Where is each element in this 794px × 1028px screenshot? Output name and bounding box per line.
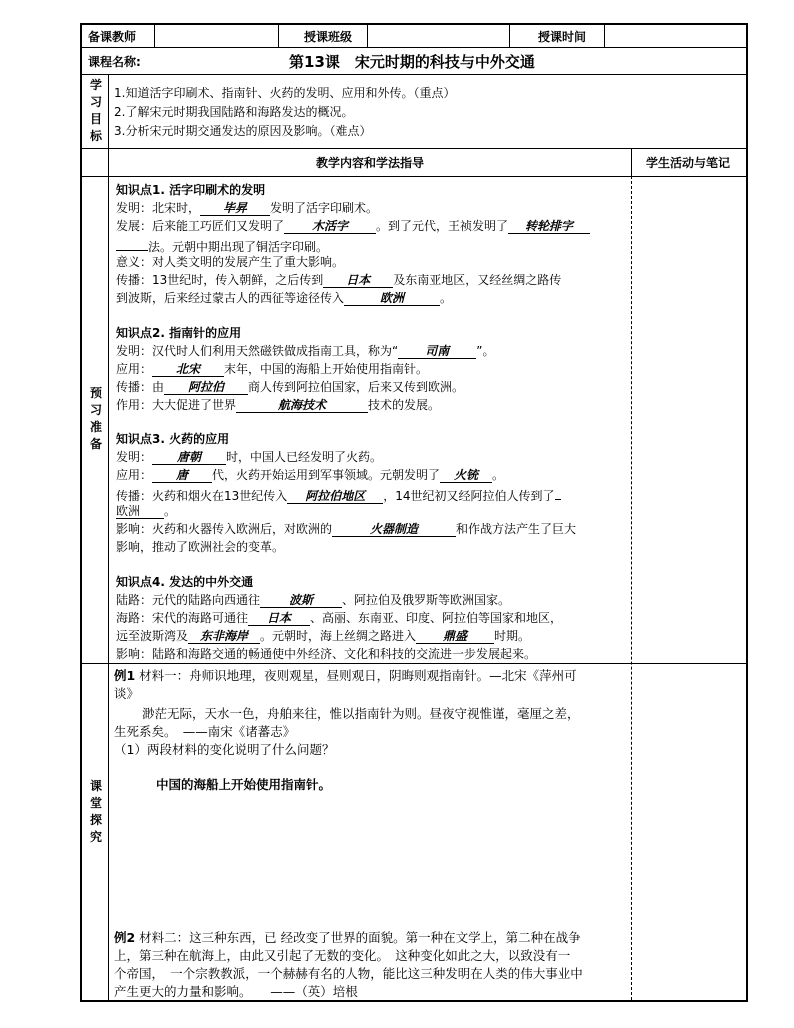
class-label: 授课班级 — [304, 29, 353, 44]
fill-blank: 唐朝 — [152, 450, 226, 465]
fill-blank: 唐 — [152, 468, 212, 483]
knowledge-point-title: 知识点3. 火药的应用 — [116, 432, 230, 446]
prep-label: 预 习 准 备 — [89, 386, 102, 451]
fill-blank: 阿拉伯 — [164, 380, 248, 395]
teacher-label: 备课教师 — [88, 29, 137, 44]
text-line: 影响：火药和火器传入欧洲后，对欧洲的 火器制造 和作战方法产生了巨大 — [116, 522, 577, 536]
objective-item: 3.分析宋元时期交通发达的原因及影响。（难点） — [114, 124, 372, 138]
text-line: 发明： 唐朝 时，中国人已经发明了火药。 — [116, 450, 383, 464]
example-1-line: 生死系矣。 ——南宋《诸蕃志》 — [114, 724, 296, 739]
fill-blank — [555, 485, 561, 500]
text-line: 欧洲 。 — [116, 504, 177, 518]
time-label: 授课时间 — [538, 29, 587, 44]
answer-1: 中国的海船上开始使用指南针。 — [156, 777, 332, 792]
fill-blank: 转轮排字 — [508, 219, 590, 234]
text-line: 传播：13世纪时，传入朝鲜，之后传到 日本 及东南亚地区，又经丝绸之路传 — [116, 273, 562, 287]
text-line: 发展：后来能工巧匠们又发明了 木活字 。到了元代，王祯发明了 转轮排字 — [116, 218, 590, 234]
notes-area[interactable] — [632, 177, 744, 998]
example-2-line: 产生更大的力量和影响。 ——（英）培根 — [114, 984, 358, 999]
content-column-header: 教学内容和学法指导 — [315, 156, 424, 170]
text-line: 发明：汉代时人们利用天然磁铁做成指南工具，称为“ 司南 ”。 — [116, 344, 495, 358]
knowledge-point-title: 知识点2. 指南针的应用 — [116, 326, 242, 340]
text-line: 意义：对人类文明的发展产生了重大影响。 — [116, 255, 345, 269]
text-line: 法。元朝中期出现了铜活字印刷。 — [116, 236, 328, 255]
fill-blank: 木活字 — [284, 219, 376, 234]
fill-blank: 欧洲 — [344, 291, 440, 306]
time-field[interactable] — [605, 25, 744, 47]
text-line: 传播：火药和烟火在13世纪传入 阿拉伯地区 ，14世纪初又经阿拉伯人传到了 — [116, 485, 561, 504]
notes-column-header: 学生活动与笔记 — [645, 156, 730, 170]
text-line: 应用： 唐 代，火药开始运用到军事领域。元朝发明了 火铳 。 — [116, 468, 505, 482]
objective-item: 2.了解宋元时期我国陆路和海路发达的概况。 — [114, 105, 354, 119]
objectives-label: 学 习 目 标 — [89, 78, 102, 143]
fill-blank: 日本 — [323, 273, 393, 288]
fill-blank: 航海技术 — [236, 398, 368, 413]
fill-blank: 东非海岸 — [188, 629, 260, 644]
example-1-line: 渺茫无际，天水一色，舟舶来往，惟以指南针为则。昼夜守视惟谨，毫厘之差， — [142, 706, 580, 721]
inquiry-label: 课 堂 探 究 — [89, 779, 102, 844]
fill-blank — [116, 236, 148, 251]
text-line: 影响：陆路和海路交通的畅通使中外经济、文化和科技的交流进一步发展起来。 — [116, 647, 537, 661]
text-line: 作用：大大促进了世界 航海技术 技术的发展。 — [116, 398, 441, 412]
fill-blank: 波斯 — [260, 593, 342, 608]
fill-blank: 鼎盛 — [416, 629, 494, 644]
fill-blank: 阿拉伯地区 — [287, 489, 383, 504]
fill-blank: 欧洲 — [116, 504, 164, 519]
example-2-line: 例2 材料二：这三种东西，已 经改变了世界的面貌。第一种在文学上，第二种在战争 — [114, 930, 581, 945]
knowledge-point-title: 知识点4. 发达的中外交通 — [116, 575, 254, 589]
fill-blank: 日本 — [248, 611, 310, 626]
fill-blank: 北宋 — [152, 362, 224, 377]
fill-blank: 司南 — [398, 344, 476, 359]
text-line: 影响，推动了欧洲社会的变革。 — [116, 540, 285, 554]
objective-item: 1.知道活字印刷术、指南针、火药的发明、应用和外传。（重点） — [114, 86, 456, 100]
example-2-line: 个帝国， 一个宗教教派，一个赫赫有名的人物，能比这三种发明在人类的伟大事业中 — [114, 966, 583, 981]
text-line: 到波斯，后来经过蒙古人的西征等途径传入 欧洲 。 — [116, 291, 453, 305]
text-line: 传播：由 阿拉伯 商人传到阿拉伯国家，后来又传到欧洲。 — [116, 380, 465, 394]
example-2-line: 上，第三种在航海上，由此又引起了无数的变化。 这种变化如此之大，以致没有一 — [114, 948, 571, 963]
course-label: 课程名称: — [88, 54, 141, 69]
text-line: 应用： 北宋 末年，中国的海船上开始使用指南针。 — [116, 362, 429, 376]
label-column-divider — [108, 74, 109, 1000]
row-divider — [82, 74, 746, 75]
text-line: 发明：北宋时， 毕昇 发明了活字印刷术。 — [116, 201, 379, 215]
text-line: 海路：宋代的海路可通往 日本 、高丽、东南亚、印度、阿拉伯等国家和地区， — [116, 611, 563, 625]
fill-blank: 毕昇 — [200, 201, 270, 216]
example-1-line: 谈》 — [114, 686, 140, 701]
col-divider — [278, 25, 279, 48]
question-1: （1）两段材料的变化说明了什么问题？ — [114, 742, 335, 757]
text-line: 远至波斯湾及 东非海岸 。元朝时，海上丝绸之路进入 鼎盛 时期。 — [116, 629, 531, 643]
teacher-field[interactable] — [155, 25, 278, 47]
col-divider — [509, 25, 510, 48]
text-line: 陆路：元代的陆路向西通往 波斯 、阿拉伯及俄罗斯等欧洲国家。 — [116, 593, 511, 607]
fill-blank: 火器制造 — [332, 522, 456, 537]
class-field[interactable] — [368, 25, 509, 47]
lesson-plan-page — [80, 23, 748, 1000]
course-title: 第13课 宋元时期的科技与中外交通 — [289, 52, 535, 71]
fill-blank: 火铳 — [440, 468, 492, 483]
example-1-line: 例1 材料一：舟师识地理，夜则观星，昼则观日，阴晦则观指南针。—北宋《萍州可 — [114, 668, 577, 683]
knowledge-point-title: 知识点1. 活字印刷术的发明 — [116, 183, 266, 197]
